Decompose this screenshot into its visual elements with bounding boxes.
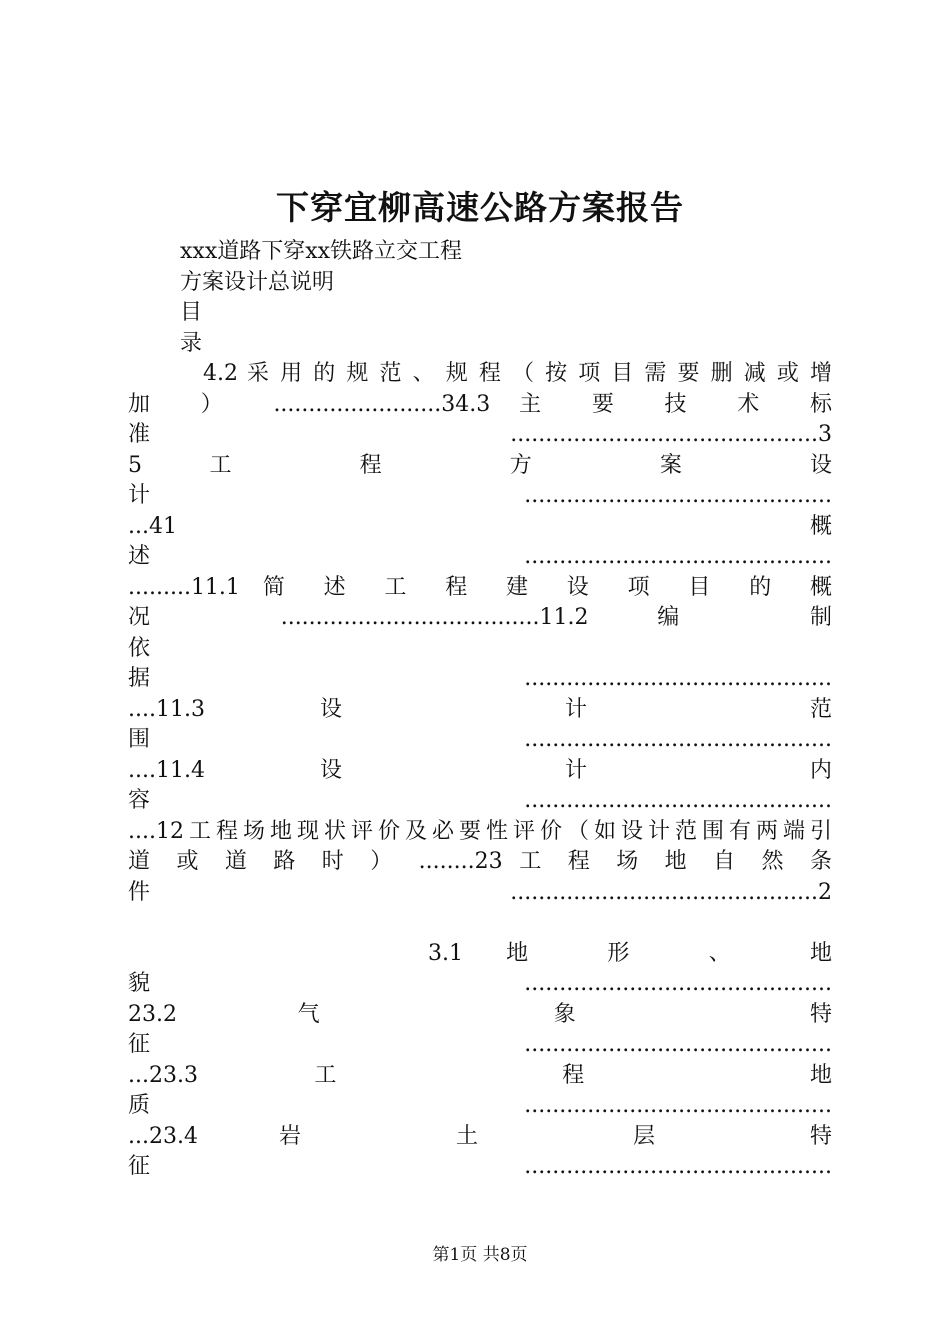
toc-line: 据............................................ xyxy=(128,666,832,691)
toc-line: 3.1 地 形 、 地 xyxy=(428,940,832,966)
page-footer: 第1页 共8页 xyxy=(432,1245,528,1265)
toc-line: 容............................................ xyxy=(128,788,832,813)
intro-line-project: xxx道路下穿xx铁路立交工程 xyxy=(180,239,463,264)
toc-line: ....11.3 设 计 范 xyxy=(128,696,832,722)
toc-line: 围............................................ xyxy=(128,727,832,752)
toc-line: 貌............................................ xyxy=(128,971,832,996)
page-title: 下穿宜柳高速公路方案报告 xyxy=(276,188,684,227)
toc-line: 4.2 采 用 的 规 范 、 规 程 （ 按 项 目 需 要 删 减 或 增 xyxy=(203,361,832,386)
table-of-contents xyxy=(128,359,832,1183)
toc-line: 征............................................ xyxy=(128,1154,832,1179)
intro-block xyxy=(180,237,462,359)
toc-line: 况 .....................................11.2 编 制 xyxy=(128,605,832,630)
toc-line xyxy=(128,908,832,939)
toc-line: 23.2 气 象 特 xyxy=(128,1001,832,1027)
toc-line: ...23.3 工 程 地 xyxy=(128,1062,832,1088)
toc-line: 质............................................ xyxy=(128,1093,832,1118)
toc-line: 道 或 道 路 时 ） ........23 工 程 场 地 自 然 条 xyxy=(128,849,832,874)
intro-line-toc-2: 录 xyxy=(180,330,203,356)
toc-line: 计............................................ xyxy=(128,483,832,508)
intro-line-description: 方案设计总说明 xyxy=(180,269,335,295)
toc-line: 加 ） ........................34.3 主 要 技 术 标 xyxy=(128,391,832,417)
toc-line: ...23.4 岩 土 层 特 xyxy=(128,1123,832,1149)
toc-line: 征............................................ xyxy=(128,1032,832,1057)
toc-line: 件............................................2 xyxy=(128,879,832,905)
toc-line: 依 xyxy=(128,635,151,661)
toc-line: 述............................................ xyxy=(128,544,832,569)
toc-line: ....12工程场地现状评价及必要性评价（如设计范围有两端引 xyxy=(128,818,832,844)
toc-line: ...41 概 xyxy=(128,513,832,539)
intro-line-toc-1: 目 xyxy=(180,300,203,325)
toc-line: 准............................................3 xyxy=(128,422,832,447)
toc-line: .........11.1 简 述 工 程 建 设 项 目 的 概 xyxy=(128,574,832,600)
toc-line: ....11.4 设 计 内 xyxy=(128,757,832,783)
toc-line: 5 工 程 方 案 设 xyxy=(128,452,832,478)
